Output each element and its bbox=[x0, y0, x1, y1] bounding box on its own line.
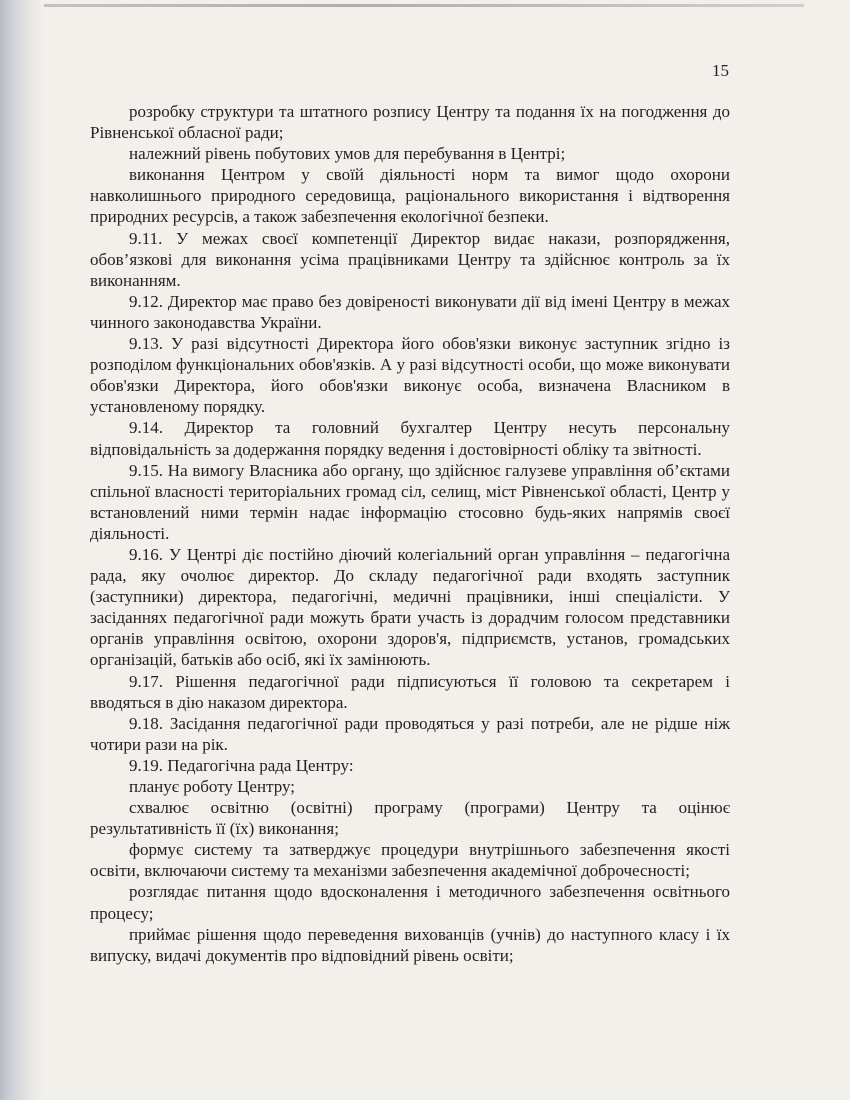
paragraph-9-14: 9.14. Директор та головний бухгалтер Центру несуть персональну відповідальність за додержання порядку ведення і достовірності обліку та звітності. bbox=[90, 418, 730, 459]
list-item-methodology: розглядає питання щодо вдосконалення і методичного забезпечення освітнього процесу; bbox=[90, 882, 730, 923]
scan-binding-shadow bbox=[0, 0, 44, 1100]
list-item-plans-work: планує роботу Центру; bbox=[129, 777, 295, 796]
paragraph-9-19: 9.19. Педагогічна рада Центру: bbox=[129, 755, 354, 775]
paragraph-9-17: 9.17. Рішення педагогічної ради підписуються її головою та секретарем і вводяться в дію наказом директора. bbox=[90, 671, 730, 712]
list-item-promotion-decisions: приймає рішення щодо переведення вихованців (учнів) до наступного класу і їх випуску, видачі документів про відповідний рівень освіти; bbox=[90, 924, 730, 965]
paragraph-9-11: 9.11. У межах своєї компетенції Директор видає накази, розпорядження, обов’язкові для виконання усіма працівниками Центру та здійснює контроль за їх виконанням. bbox=[90, 228, 730, 290]
paragraph-9-18: 9.18. Засідання педагогічної ради проводяться у разі потреби, але не рідше ніж чотири рази на рік. bbox=[90, 713, 730, 754]
paragraph-9-13: 9.13. У разі відсутності Директора його обов'язки виконує заступник згідно із розподілом функціональних обов'язків. А у разі відсутності особи, що може виконувати обов'язки Директора, його обов'язки виконує особа, визначена Власником в установленому порядку. bbox=[90, 334, 730, 417]
page-number: 15 bbox=[712, 61, 729, 80]
paragraph-9-16: 9.16. У Центрі діє постійно діючий колегіальний орган управління – педагогічна рада, яку очолює директор. До складу педагогічної ради входять заступник (заступники) директора, педагогічні, медичні працівники, інші спеціалісти. У засіданнях педагогічної ради можуть брати участь із дорадчим голосом представники органів управління освітою, охорони здоров'я, підприємств, установ, громадських організацій, батьків або осіб, які їх замінюють. bbox=[90, 544, 730, 670]
list-item-quality-system: формує систему та затверджує процедури внутрішнього забезпечення якості освіти, включаючи систему та механізми забезпечення академічної доброчесності; bbox=[90, 840, 730, 881]
paragraph-9-12: 9.12. Директор має право без довіреності виконувати дії від імені Центру в межах чинного законодавства України. bbox=[90, 291, 730, 332]
paragraph-living-conditions: належний рівень побутових умов для перебування в Центрі; bbox=[129, 144, 566, 164]
paragraph-environmental-norms: виконання Центром у своїй діяльності норм та вимог щодо охорони навколишнього природного середовища, раціонального використання і відтворення природних ресурсів, а також забезпечення екологічної безпеки. bbox=[90, 165, 730, 227]
list-item-approves-programs: схвалює освітню (освітні) програму (програми) Центру та оцінює результативність її (їх) виконання; bbox=[90, 798, 730, 839]
paragraph-structure-staffing: розробку структури та штатного розпису Центру та подання їх на погодження до Рівненської обласної ради; bbox=[90, 102, 730, 143]
paragraph-9-15: 9.15. На вимогу Власника або органу, що здійснює галузеве управління об’єктами спільної власності територіальних громад сіл, селищ, міст Рівненської області, Центр у встановлений ними термін надає інформацію стосовно будь-яких напрямів своєї діяльності. bbox=[90, 460, 730, 543]
scan-top-edge bbox=[44, 4, 804, 7]
document-body bbox=[90, 101, 730, 966]
